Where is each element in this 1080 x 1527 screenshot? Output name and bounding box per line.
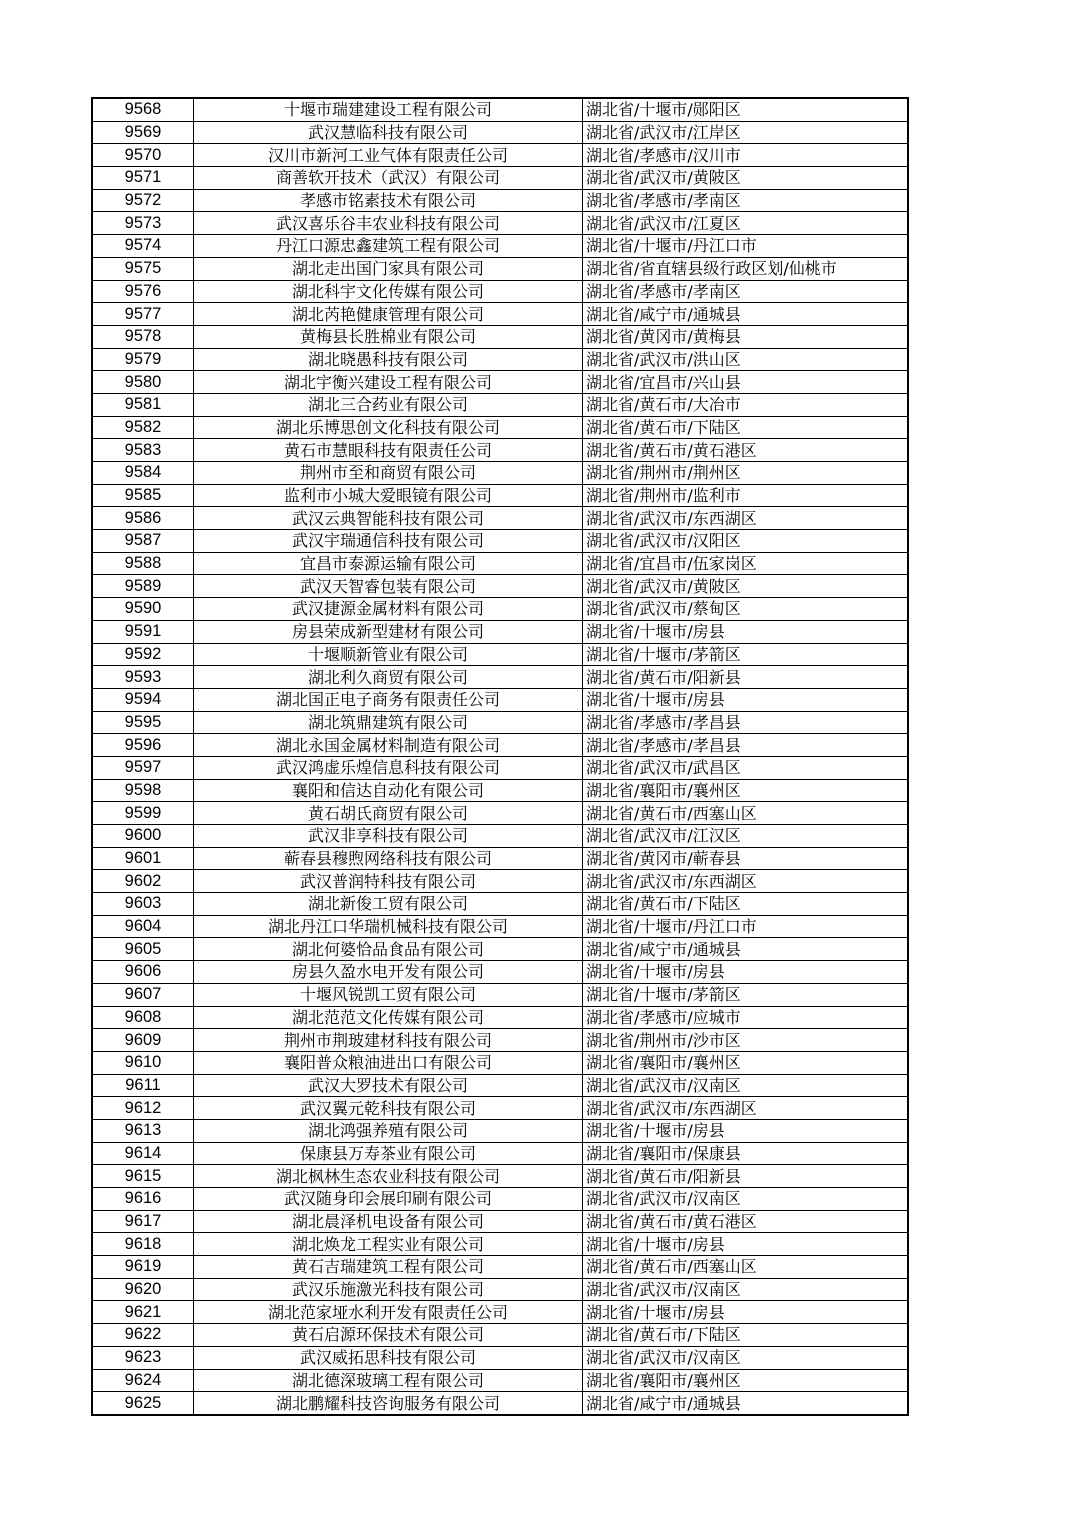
region-cell: 湖北省/黄石市/下陆区 <box>583 1324 909 1347</box>
row-number-cell: 9571 <box>92 167 194 190</box>
region-cell: 湖北省/黄石市/黄石港区 <box>583 439 909 462</box>
region-cell: 湖北省/黄石市/下陆区 <box>583 416 909 439</box>
row-number-cell: 9610 <box>92 1051 194 1074</box>
region-cell: 湖北省/十堰市/丹江口市 <box>583 235 909 258</box>
region-cell: 湖北省/黄石市/阳新县 <box>583 666 909 689</box>
region-cell: 湖北省/孝感市/孝南区 <box>583 189 909 212</box>
company-name-cell: 湖北鸿强养殖有限公司 <box>194 1119 583 1142</box>
row-number-cell: 9597 <box>92 756 194 779</box>
region-cell: 湖北省/孝感市/孝昌县 <box>583 711 909 734</box>
company-name-cell: 湖北范范文化传媒有限公司 <box>194 1006 583 1029</box>
region-cell: 湖北省/黄石市/黄石港区 <box>583 1210 909 1233</box>
row-number-cell: 9615 <box>92 1165 194 1188</box>
company-name-cell: 湖北宇衡兴建设工程有限公司 <box>194 371 583 394</box>
row-number-cell: 9607 <box>92 983 194 1006</box>
region-cell: 湖北省/荆州市/沙市区 <box>583 1029 909 1052</box>
row-number-cell: 9622 <box>92 1324 194 1347</box>
company-name-cell: 武汉威拓思科技有限公司 <box>194 1346 583 1369</box>
table-row <box>92 1119 908 1142</box>
company-name-cell: 丹江口源忠鑫建筑工程有限公司 <box>194 235 583 258</box>
row-number-cell: 9576 <box>92 280 194 303</box>
region-cell: 湖北省/武汉市/汉南区 <box>583 1278 909 1301</box>
company-name-cell: 房县久盈水电开发有限公司 <box>194 961 583 984</box>
table-row <box>92 1142 908 1165</box>
company-name-cell: 房县荣成新型建材有限公司 <box>194 620 583 643</box>
table-row <box>92 1278 908 1301</box>
company-name-cell: 襄阳和信达自动化有限公司 <box>194 779 583 802</box>
company-name-cell: 汉川市新河工业气体有限责任公司 <box>194 144 583 167</box>
company-name-cell: 武汉喜乐谷丰农业科技有限公司 <box>194 212 583 235</box>
region-cell: 湖北省/武汉市/江汉区 <box>583 825 909 848</box>
region-cell: 湖北省/十堰市/房县 <box>583 1301 909 1324</box>
company-name-cell: 武汉乐施激光科技有限公司 <box>194 1278 583 1301</box>
row-number-cell: 9602 <box>92 870 194 893</box>
row-number-cell: 9618 <box>92 1233 194 1256</box>
company-name-cell: 监利市小城大爱眼镜有限公司 <box>194 484 583 507</box>
table-row <box>92 575 908 598</box>
company-name-cell: 武汉非享科技有限公司 <box>194 825 583 848</box>
company-name-cell: 蕲春县穆煦网络科技有限公司 <box>194 847 583 870</box>
table-row <box>92 552 908 575</box>
row-number-cell: 9600 <box>92 825 194 848</box>
region-cell: 湖北省/十堰市/房县 <box>583 1233 909 1256</box>
row-number-cell: 9573 <box>92 212 194 235</box>
region-cell: 湖北省/十堰市/茅箭区 <box>583 983 909 1006</box>
row-number-cell: 9598 <box>92 779 194 802</box>
table-row <box>92 121 908 144</box>
row-number-cell: 9599 <box>92 802 194 825</box>
row-number-cell: 9584 <box>92 462 194 485</box>
company-name-cell: 湖北三合药业有限公司 <box>194 393 583 416</box>
row-number-cell: 9582 <box>92 416 194 439</box>
company-name-cell: 湖北乐博思创文化科技有限公司 <box>194 416 583 439</box>
row-number-cell: 9575 <box>92 257 194 280</box>
table-row <box>92 212 908 235</box>
region-cell: 湖北省/黄石市/阳新县 <box>583 1165 909 1188</box>
company-list-table <box>91 97 909 1416</box>
table-row <box>92 756 908 779</box>
row-number-cell: 9612 <box>92 1097 194 1120</box>
company-name-cell: 孝感市铭素技术有限公司 <box>194 189 583 212</box>
table-row <box>92 1301 908 1324</box>
company-name-cell: 武汉普润特科技有限公司 <box>194 870 583 893</box>
company-name-cell: 荆州市至和商贸有限公司 <box>194 462 583 485</box>
company-name-cell: 十堰市瑞建建设工程有限公司 <box>194 98 583 121</box>
region-cell: 湖北省/襄阳市/襄州区 <box>583 779 909 802</box>
row-number-cell: 9623 <box>92 1346 194 1369</box>
company-name-cell: 湖北范家垭水利开发有限责任公司 <box>194 1301 583 1324</box>
region-cell: 湖北省/宜昌市/兴山县 <box>583 371 909 394</box>
region-cell: 湖北省/武汉市/东西湖区 <box>583 870 909 893</box>
row-number-cell: 9595 <box>92 711 194 734</box>
row-number-cell: 9591 <box>92 620 194 643</box>
region-cell: 湖北省/武汉市/汉南区 <box>583 1346 909 1369</box>
table-row <box>92 643 908 666</box>
table-row <box>92 530 908 553</box>
company-name-cell: 湖北筑鼎建筑有限公司 <box>194 711 583 734</box>
row-number-cell: 9616 <box>92 1188 194 1211</box>
region-cell: 湖北省/武汉市/江夏区 <box>583 212 909 235</box>
company-name-cell: 商善软开技术（武汉）有限公司 <box>194 167 583 190</box>
region-cell: 湖北省/黄冈市/蕲春县 <box>583 847 909 870</box>
region-cell: 湖北省/武汉市/武昌区 <box>583 756 909 779</box>
table-row <box>92 620 908 643</box>
table-row <box>92 1188 908 1211</box>
table-row <box>92 1051 908 1074</box>
company-name-cell: 武汉大罗技术有限公司 <box>194 1074 583 1097</box>
company-name-cell: 宜昌市泰源运输有限公司 <box>194 552 583 575</box>
company-name-cell: 黄石吉瑞建筑工程有限公司 <box>194 1256 583 1279</box>
table-row <box>92 1324 908 1347</box>
region-cell: 湖北省/宜昌市/伍家岗区 <box>583 552 909 575</box>
region-cell: 湖北省/咸宁市/通城县 <box>583 1392 909 1415</box>
table-row <box>92 303 908 326</box>
table-row <box>92 144 908 167</box>
row-number-cell: 9609 <box>92 1029 194 1052</box>
region-cell: 湖北省/十堰市/房县 <box>583 620 909 643</box>
table-row <box>92 847 908 870</box>
region-cell: 湖北省/荆州市/监利市 <box>583 484 909 507</box>
region-cell: 湖北省/十堰市/房县 <box>583 961 909 984</box>
row-number-cell: 9593 <box>92 666 194 689</box>
table-row <box>92 779 908 802</box>
table-row <box>92 189 908 212</box>
row-number-cell: 9585 <box>92 484 194 507</box>
company-name-cell: 湖北利久商贸有限公司 <box>194 666 583 689</box>
company-name-cell: 湖北枫林生态农业科技有限公司 <box>194 1165 583 1188</box>
region-cell: 湖北省/咸宁市/通城县 <box>583 938 909 961</box>
table-row <box>92 416 908 439</box>
table-row <box>92 393 908 416</box>
table-row <box>92 666 908 689</box>
region-cell: 湖北省/十堰市/房县 <box>583 688 909 711</box>
company-name-cell: 十堰风锐凯工贸有限公司 <box>194 983 583 1006</box>
table-row <box>92 1165 908 1188</box>
row-number-cell: 9625 <box>92 1392 194 1415</box>
company-name-cell: 湖北科宇文化传媒有限公司 <box>194 280 583 303</box>
region-cell: 湖北省/武汉市/黄陂区 <box>583 575 909 598</box>
row-number-cell: 9621 <box>92 1301 194 1324</box>
row-number-cell: 9578 <box>92 325 194 348</box>
table-row <box>92 1210 908 1233</box>
row-number-cell: 9613 <box>92 1119 194 1142</box>
table-row <box>92 348 908 371</box>
row-number-cell: 9611 <box>92 1074 194 1097</box>
region-cell: 湖北省/武汉市/黄陂区 <box>583 167 909 190</box>
row-number-cell: 9568 <box>92 98 194 121</box>
table-row <box>92 688 908 711</box>
table-row <box>92 257 908 280</box>
table-row <box>92 1369 908 1392</box>
table-row <box>92 507 908 530</box>
company-name-cell: 湖北晓愚科技有限公司 <box>194 348 583 371</box>
region-cell: 湖北省/省直辖县级行政区划/仙桃市 <box>583 257 909 280</box>
company-name-cell: 湖北走出国门家具有限公司 <box>194 257 583 280</box>
table-row <box>92 598 908 621</box>
table-row <box>92 98 908 121</box>
table-row <box>92 938 908 961</box>
table-row <box>92 167 908 190</box>
row-number-cell: 9572 <box>92 189 194 212</box>
region-cell: 湖北省/武汉市/汉阳区 <box>583 530 909 553</box>
table-row <box>92 1097 908 1120</box>
region-cell: 湖北省/武汉市/洪山区 <box>583 348 909 371</box>
row-number-cell: 9583 <box>92 439 194 462</box>
table-row <box>92 1233 908 1256</box>
company-name-cell: 襄阳普众粮油进出口有限公司 <box>194 1051 583 1074</box>
region-cell: 湖北省/武汉市/东西湖区 <box>583 507 909 530</box>
company-name-cell: 武汉鸿虚乐煌信息科技有限公司 <box>194 756 583 779</box>
table-row <box>92 325 908 348</box>
row-number-cell: 9587 <box>92 530 194 553</box>
company-name-cell: 黄石启源环保技术有限公司 <box>194 1324 583 1347</box>
region-cell: 湖北省/孝感市/孝南区 <box>583 280 909 303</box>
region-cell: 湖北省/咸宁市/通城县 <box>583 303 909 326</box>
region-cell: 湖北省/十堰市/郧阳区 <box>583 98 909 121</box>
row-number-cell: 9604 <box>92 915 194 938</box>
region-cell: 湖北省/武汉市/汉南区 <box>583 1074 909 1097</box>
company-name-cell: 武汉宇瑞通信科技有限公司 <box>194 530 583 553</box>
row-number-cell: 9614 <box>92 1142 194 1165</box>
table-row <box>92 462 908 485</box>
region-cell: 湖北省/孝感市/应城市 <box>583 1006 909 1029</box>
company-name-cell: 黄石胡氏商贸有限公司 <box>194 802 583 825</box>
region-cell: 湖北省/十堰市/茅箭区 <box>583 643 909 666</box>
region-cell: 湖北省/孝感市/汉川市 <box>583 144 909 167</box>
row-number-cell: 9601 <box>92 847 194 870</box>
region-cell: 湖北省/黄石市/下陆区 <box>583 893 909 916</box>
company-name-cell: 湖北芮艳健康管理有限公司 <box>194 303 583 326</box>
table-row <box>92 1256 908 1279</box>
table-row <box>92 802 908 825</box>
row-number-cell: 9581 <box>92 393 194 416</box>
company-name-cell: 武汉云典智能科技有限公司 <box>194 507 583 530</box>
company-name-cell: 湖北鹏耀科技咨询服务有限公司 <box>194 1392 583 1415</box>
row-number-cell: 9570 <box>92 144 194 167</box>
table-row <box>92 235 908 258</box>
table-row <box>92 961 908 984</box>
region-cell: 湖北省/武汉市/江岸区 <box>583 121 909 144</box>
row-number-cell: 9588 <box>92 552 194 575</box>
region-cell: 湖北省/武汉市/东西湖区 <box>583 1097 909 1120</box>
row-number-cell: 9577 <box>92 303 194 326</box>
region-cell: 湖北省/十堰市/房县 <box>583 1119 909 1142</box>
row-number-cell: 9569 <box>92 121 194 144</box>
row-number-cell: 9596 <box>92 734 194 757</box>
row-number-cell: 9619 <box>92 1256 194 1279</box>
table-row <box>92 439 908 462</box>
company-name-cell: 湖北焕龙工程实业有限公司 <box>194 1233 583 1256</box>
row-number-cell: 9594 <box>92 688 194 711</box>
row-number-cell: 9592 <box>92 643 194 666</box>
table-row <box>92 1346 908 1369</box>
row-number-cell: 9589 <box>92 575 194 598</box>
row-number-cell: 9605 <box>92 938 194 961</box>
company-name-cell: 黄石市慧眼科技有限责任公司 <box>194 439 583 462</box>
company-name-cell: 湖北晨泽机电设备有限公司 <box>194 1210 583 1233</box>
table-row <box>92 893 908 916</box>
table-row <box>92 711 908 734</box>
company-name-cell: 武汉翼元乾科技有限公司 <box>194 1097 583 1120</box>
row-number-cell: 9620 <box>92 1278 194 1301</box>
region-cell: 湖北省/襄阳市/襄州区 <box>583 1051 909 1074</box>
row-number-cell: 9603 <box>92 893 194 916</box>
row-number-cell: 9586 <box>92 507 194 530</box>
table-row <box>92 1074 908 1097</box>
region-cell: 湖北省/黄石市/西塞山区 <box>583 802 909 825</box>
table-row <box>92 1029 908 1052</box>
company-name-cell: 湖北国正电子商务有限责任公司 <box>194 688 583 711</box>
region-cell: 湖北省/黄石市/西塞山区 <box>583 1256 909 1279</box>
region-cell: 湖北省/襄阳市/襄州区 <box>583 1369 909 1392</box>
company-name-cell: 湖北新俊工贸有限公司 <box>194 893 583 916</box>
company-name-cell: 湖北德深玻璃工程有限公司 <box>194 1369 583 1392</box>
region-cell: 湖北省/荆州市/荆州区 <box>583 462 909 485</box>
region-cell: 湖北省/武汉市/汉南区 <box>583 1188 909 1211</box>
company-name-cell: 湖北永国金属材料制造有限公司 <box>194 734 583 757</box>
region-cell: 湖北省/十堰市/丹江口市 <box>583 915 909 938</box>
row-number-cell: 9606 <box>92 961 194 984</box>
table-row <box>92 1006 908 1029</box>
region-cell: 湖北省/黄石市/大冶市 <box>583 393 909 416</box>
table-body <box>92 98 908 1415</box>
table-row <box>92 825 908 848</box>
table-row <box>92 1392 908 1415</box>
company-name-cell: 黄梅县长胜棉业有限公司 <box>194 325 583 348</box>
row-number-cell: 9574 <box>92 235 194 258</box>
company-name-cell: 武汉随身印会展印刷有限公司 <box>194 1188 583 1211</box>
region-cell: 湖北省/武汉市/蔡甸区 <box>583 598 909 621</box>
row-number-cell: 9617 <box>92 1210 194 1233</box>
table-row <box>92 870 908 893</box>
row-number-cell: 9580 <box>92 371 194 394</box>
table-row <box>92 484 908 507</box>
table-row <box>92 280 908 303</box>
company-name-cell: 湖北丹江口华瑞机械科技有限公司 <box>194 915 583 938</box>
region-cell: 湖北省/孝感市/孝昌县 <box>583 734 909 757</box>
company-name-cell: 湖北何婆恰品食品有限公司 <box>194 938 583 961</box>
table-row <box>92 734 908 757</box>
company-name-cell: 荆州市荆玻建材科技有限公司 <box>194 1029 583 1052</box>
region-cell: 湖北省/襄阳市/保康县 <box>583 1142 909 1165</box>
table-row <box>92 915 908 938</box>
row-number-cell: 9579 <box>92 348 194 371</box>
row-number-cell: 9624 <box>92 1369 194 1392</box>
row-number-cell: 9608 <box>92 1006 194 1029</box>
region-cell: 湖北省/黄冈市/黄梅县 <box>583 325 909 348</box>
company-name-cell: 保康县万寿茶业有限公司 <box>194 1142 583 1165</box>
table-row <box>92 983 908 1006</box>
company-name-cell: 十堰顺新管业有限公司 <box>194 643 583 666</box>
company-name-cell: 武汉捷源金属材料有限公司 <box>194 598 583 621</box>
company-name-cell: 武汉慧临科技有限公司 <box>194 121 583 144</box>
company-name-cell: 武汉天智睿包装有限公司 <box>194 575 583 598</box>
row-number-cell: 9590 <box>92 598 194 621</box>
table-row <box>92 371 908 394</box>
